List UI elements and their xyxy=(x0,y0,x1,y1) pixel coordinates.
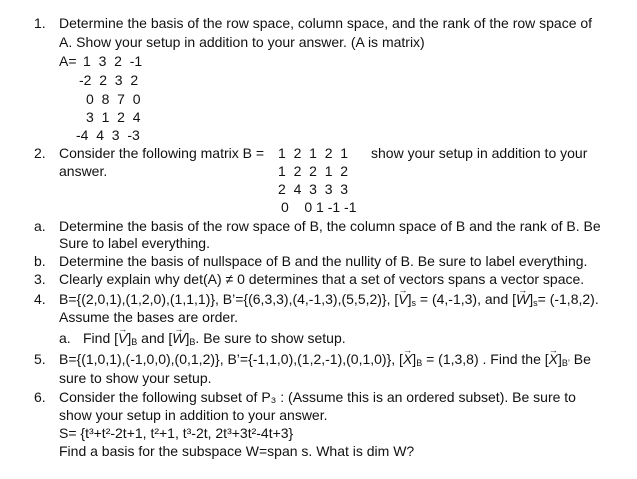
bracket-close: ] xyxy=(558,351,562,367)
vector-w-symbol: → W xyxy=(172,330,185,346)
qb-text-line1: Determine the basis of nullspace of B and the nullity of B. Be sure to label everything. xyxy=(59,253,588,269)
q4-bases-text: B={(2,0,1),(1,2,0),(1,1,1)}, B’={(6,3,3),(4,-1,3),(5,5,2)}, [ xyxy=(59,291,399,307)
q4-text-line2: Assume the bases are order. xyxy=(59,309,238,325)
matrix-a-row3: 0 8 7 0 xyxy=(86,91,141,107)
q2-text-line2: answer. xyxy=(59,163,108,179)
bracket-close: ] xyxy=(412,351,417,367)
q6-text-line1: Consider the following subset of P₃ : (Assume this is an ordered subset). Be sure to xyxy=(59,389,576,405)
bracket-close: ] xyxy=(407,291,412,307)
q4a-tail-text: . Be sure to show setup. xyxy=(195,330,346,346)
q6-text-line4: Find a basis for the subspace W=span s. What is dim W? xyxy=(59,443,415,459)
q5-text-line2: sure to show your setup. xyxy=(59,370,212,386)
q2-text-line1-tail: show your setup in addition to your xyxy=(371,145,588,161)
matrix-a-label: A= xyxy=(59,53,77,69)
q1-text-line1: Determine the basis of the row space, column space, and the rank of the row space of xyxy=(59,15,593,31)
subscript-b-prime: B’ xyxy=(561,358,570,368)
qb-label: b. xyxy=(34,253,46,269)
q4-w-value: = (-1,8,2). xyxy=(537,291,599,307)
q2-number: 2. xyxy=(34,145,46,161)
bracket-close: ] xyxy=(529,291,534,307)
matrix-b-row1: 1 2 1 2 1 xyxy=(278,145,349,161)
q6-number: 6. xyxy=(34,389,46,405)
matrix-a-row4: 3 1 2 4 xyxy=(86,109,141,125)
q1-text-line2: A. Show your setup in addition to your answer. (A is matrix) xyxy=(59,34,425,50)
subscript-b: B xyxy=(189,337,196,347)
matrix-a-row1: 1 3 2 -1 xyxy=(83,53,143,69)
q5-bases-text: B={(1,0,1),(-1,0,0),(0,1,2)}, B’={-1,1,0),(1,2,-1),(0,1,0)}, [ xyxy=(59,351,403,367)
q4a-label: a. xyxy=(59,330,71,346)
q3-text-line1: Clearly explain why det(A) ≠ 0 determines that a set of vectors spans a vector space. xyxy=(59,271,585,287)
q4a-and-text: and [ xyxy=(137,330,173,346)
q3-number: 3. xyxy=(34,271,46,287)
q6-text-line2: show your setup in addition to your answer. xyxy=(59,407,328,423)
qa-text-line1: Determine the basis of the row space of B, the column space of B and the rank of B. Be xyxy=(59,218,601,234)
matrix-b-row3: 2 4 3 3 3 xyxy=(278,181,349,197)
qa-label: a. xyxy=(34,218,46,234)
q4-v-value: = (4,-1,3), and [ xyxy=(416,291,517,307)
subscript-s: s xyxy=(411,298,417,308)
vector-x-symbol: → X xyxy=(403,351,412,367)
matrix-b-row4: 0 0 1 -1 -1 xyxy=(281,199,357,215)
bracket-close: ] xyxy=(185,330,190,346)
matrix-a-row5: -4 4 3 -3 xyxy=(76,127,140,143)
q6-set-s: S= {t³+t²-2t+1, t²+1, t³-2t, 2t³+3t²-4t+3} xyxy=(59,425,294,441)
vector-v-symbol: → V xyxy=(398,291,407,307)
matrix-a-row2: -2 2 3 2 xyxy=(79,72,139,88)
q5-x-value: = (1,3,8) . Find the [ xyxy=(422,351,549,367)
subscript-b: B xyxy=(416,358,423,368)
vector-w-symbol: → W xyxy=(516,291,529,307)
q4a-find-text: Find [ xyxy=(83,330,119,346)
q5-text-line1 xyxy=(59,351,591,371)
q2-text-line1: Consider the following matrix B = xyxy=(59,145,265,161)
q4-number: 4. xyxy=(34,291,46,307)
q4a-text xyxy=(83,330,346,350)
qa-text-line2: Sure to label everything. xyxy=(59,235,210,251)
vector-x-symbol: → X xyxy=(549,351,558,367)
matrix-b-row2: 1 2 2 1 2 xyxy=(278,163,349,179)
q4-text-line1 xyxy=(59,291,599,311)
subscript-s: s xyxy=(533,298,538,308)
vector-v-symbol: → V xyxy=(118,330,127,346)
subscript-b: B xyxy=(131,337,138,347)
q1-number: 1. xyxy=(34,15,46,31)
q5-tail-text: Be xyxy=(569,351,591,367)
q5-number: 5. xyxy=(34,351,46,367)
bracket-close: ] xyxy=(127,330,132,346)
